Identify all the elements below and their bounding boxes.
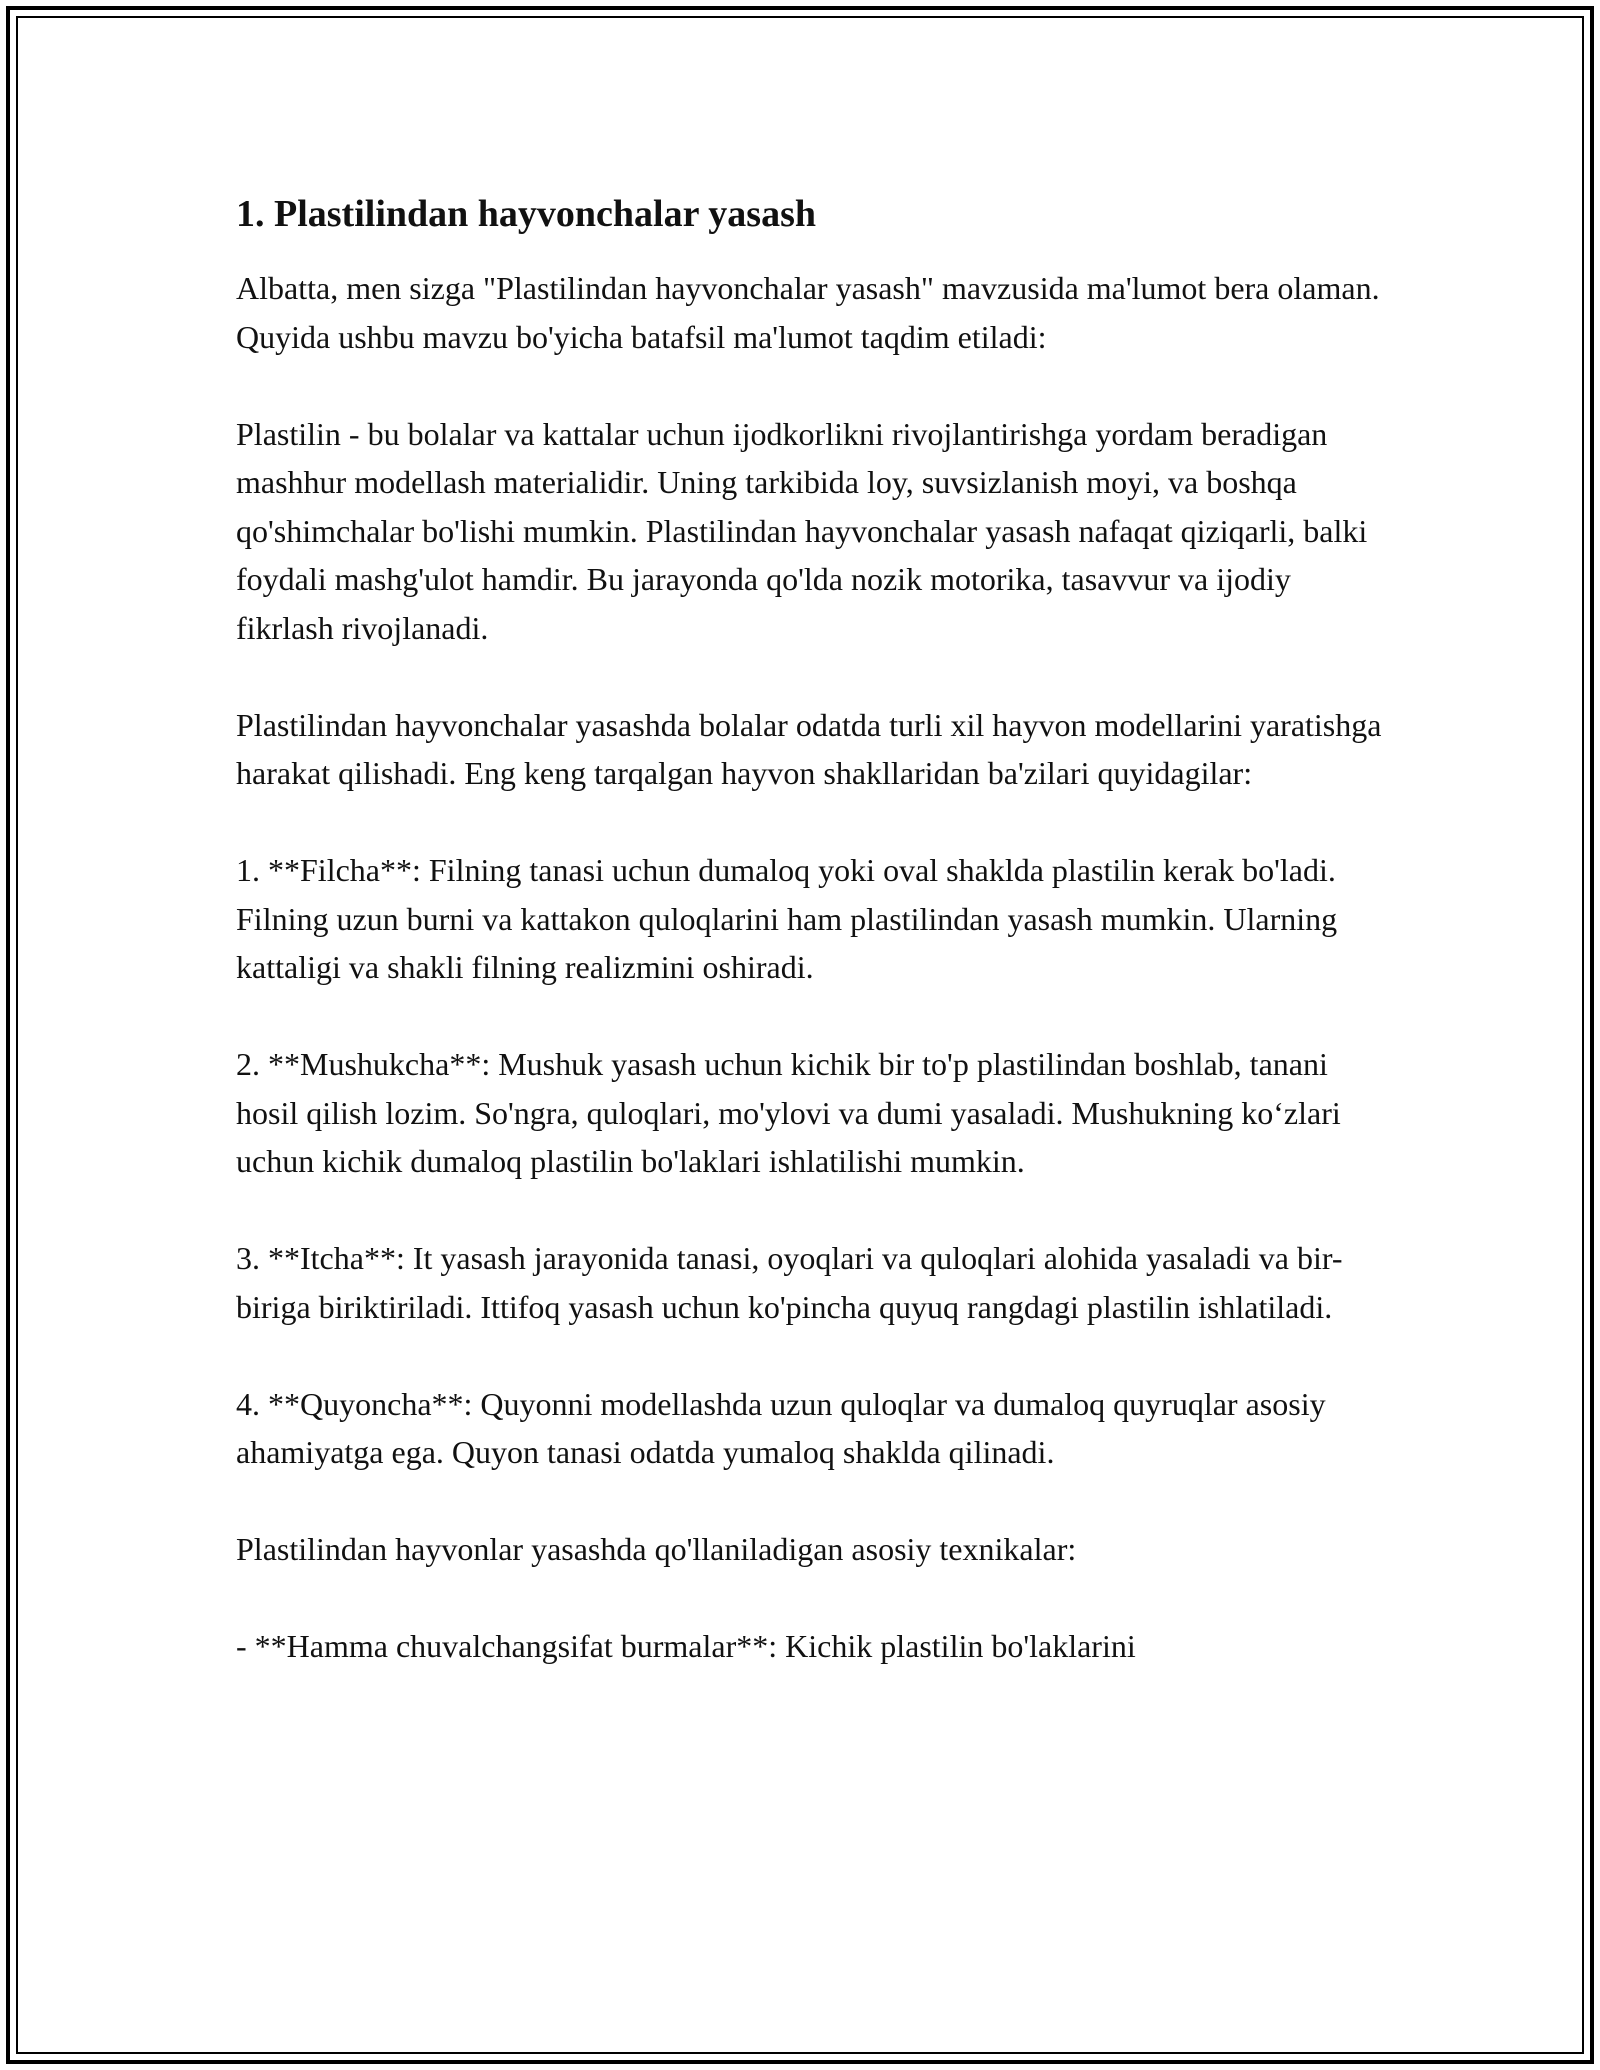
document-body: [236, 186, 1386, 1671]
list-item-filcha: 1. **Filcha**: Filning tanasi uchun dumaloq yoki oval shaklda plastilin kerak bo'ladi. Filning uzun burni va kattakon quloqlarini ham plastilindan yasash mumkin. Ularning kattaligi va shakli filning realizmini oshiradi.: [236, 852, 1338, 985]
document-title: 1. Plastilindan hayvonchalar yasash: [236, 193, 817, 235]
list-item-technique: - **Hamma chuvalchangsifat burmalar**: Kichik plastilin bo'laklarini: [236, 1628, 1136, 1664]
list-item-quyoncha: 4. **Quyoncha**: Quyonni modellashda uzun quloqlar va dumaloq quyruqlar asosiy ahamiyatga ega. Quyon tanasi odatda yumaloq shaklda qilinadi.: [236, 1385, 1326, 1470]
paragraph-plastilin-definition: Plastilin - bu bolalar va kattalar uchun ijodkorlikni rivojlantirishga yordam beradigan mashhur modellash materialidir. Uning tarkibida loy, suvsizlanish moyi, va boshqa qo'shimchalar bo'lishi mumkin. Plastilindan hayvonchalar yasash nafaqat qiziqarli, balki foydali mashg'ulot hamdir. Bu jarayonda qo'lda nozik motorika, tasavvur va ijodiy fikrlash rivojlanadi.: [236, 415, 1368, 646]
paragraph-intro: Albatta, men sizga "Plastilindan hayvonchalar yasash" mavzusida ma'lumot bera olaman. Quyida ushbu mavzu bo'yicha batafsil ma'lumot taqdim etiladi:: [236, 270, 1380, 355]
paragraph-animal-shapes: Plastilindan hayvonchalar yasashda bolalar odatda turli xil hayvon modellarini yaratishga harakat qilishadi. Eng keng tarqalgan hayvon shakllaridan ba'zilari quyidagilar:: [236, 706, 1382, 791]
paragraph-techniques-intro: Plastilindan hayvonlar yasashda qo'llaniladigan asosiy texnikalar:: [236, 1531, 1077, 1567]
list-item-mushukcha: 2. **Mushukcha**: Mushuk yasash uchun kichik bir to'p plastilindan boshlab, tanani hosil qilish lozim. So'ngra, quloqlari, mo'ylovi va dumi yasaladi. Mushukning ko‘zlari uchun kichik dumaloq plastilin bo'laklari ishlatilishi mumkin.: [236, 1046, 1341, 1179]
list-item-itcha: 3. **Itcha**: It yasash jarayonida tanasi, oyoqlari va quloqlari alohida yasaladi va bir-biriga biriktiriladi. Ittifoq yasash uchun ko'pincha quyuq rangdagi plastilin ishlatiladi.: [236, 1240, 1343, 1325]
